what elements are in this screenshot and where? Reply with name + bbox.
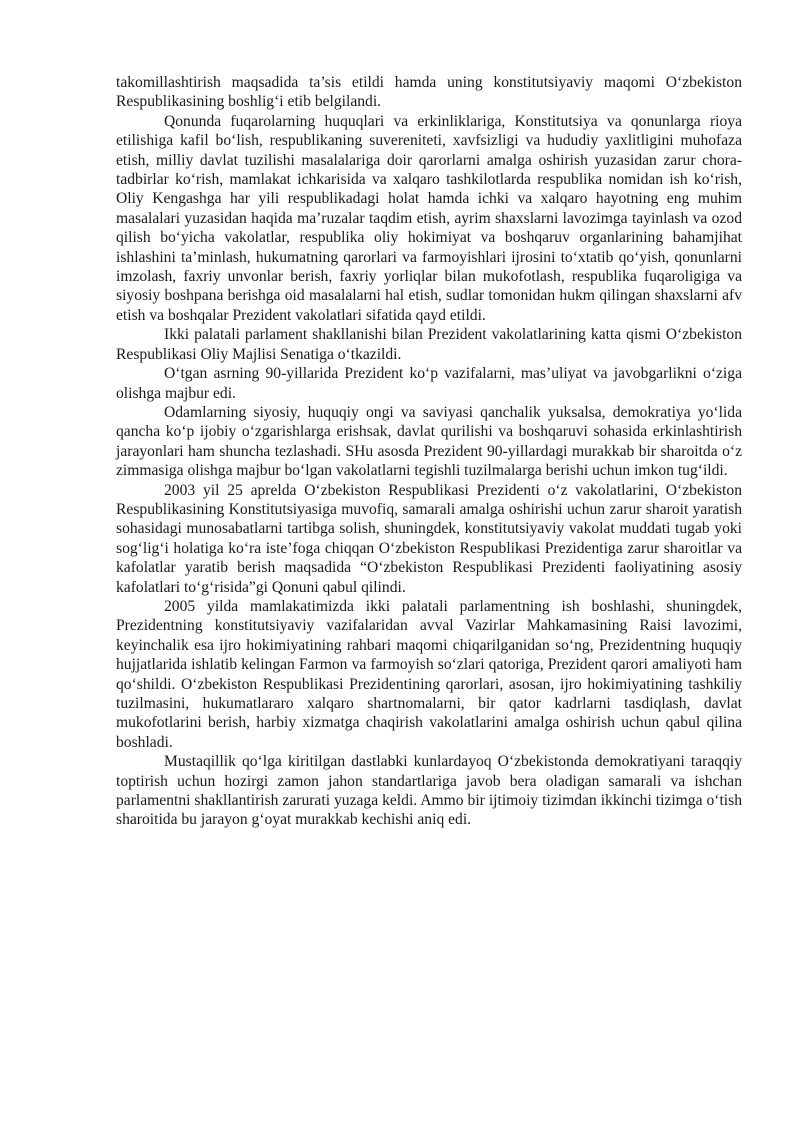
paragraph-5: Odamlarning siyosiy, huquqiy ongi va saviyasi qanchalik yuksalsa, demokratiya yo‘lida qancha ko‘p ijobiy o‘zgarishlarga erishsak, davlat qurilishi va boshqaruvi sohasida erkinlashtirish jarayonlari ham shuncha tezlashadi. SHu asosda Prezident 90-yillardagi murakkab bir sharoitda o‘z zimmasiga olishga majbur bo‘lgan vakolatlarni tegishli tuzilmalarga berishi uchun imkon tug‘ildi.	[116, 403, 742, 480]
paragraph-6: 2003 yil 25 aprelda O‘zbekiston Respublikasi Prezidenti o‘z vakolatlarini, O‘zbekiston Respublikasining Konstitutsiyasiga muvofiq, samarali amalga oshirishi uchun zarur sharoit yaratish sohasidagi munosabatlarni tartibga solish, shuningdek, konstitutsiyaviy vakolat muddati tugab yoki sog‘lig‘i holatiga ko‘ra iste’foga chiqqan O‘zbekiston Respublikasi Prezidentiga zarur sharoitlar va kafolatlar yaratib berish maqsadida “O‘zbekiston Respublikasi Prezidenti faoliyatining asosiy kafolatlari to‘g‘risida”gi Qonuni qabul qilindi.	[116, 481, 742, 596]
paragraph-2: Qonunda fuqarolarning huquqlari va erkinliklariga, Konstitutsiya va qonunlarga rioya etilishiga kafil bo‘lish, respublikaning suvereniteti, xavfsizligi va hududiy yaxlitligini muhofaza etish, milliy davlat tuzilishi masalalariga doir qarorlarni amalga oshirish yuzasidan zarur chora-tadbirlar ko‘rish, mamlakat ichkarisida va xalqaro tashkilotlarda respublika nomidan ish ko‘rish, Oliy Kengashga har yili respublikadagi holat hamda ichki va xalqaro hayotning eng muhim masalalari yuzasidan haqida ma’ruzalar taqdim etish, ayrim shaxslarni lavozimga tayinlash va ozod qilish bo‘yicha vakolatlar, respublika oliy hokimiyat va boshqaruv organlarining bahamjihat ishlashini ta’minlash, hukumatning qarorlari va farmoyishlari ijrosini to‘xtatib qo‘yish, qonunlarni imzolash, faxriy unvonlar berish, faxriy yorliqlar bilan mukofotlash, respublika fuqaroligiga va siyosiy boshpana berishga oid masalalarni hal etish, sudlar tomonidan hukm qilingan shaxslarni afv etish va boshqalar Prezident vakolatlari sifatida qayd etildi.	[116, 112, 742, 324]
paragraph-1: takomillashtirish maqsadida ta’sis etildi hamda uning konstitutsiyaviy maqomi O‘zbekiston Respublikasining boshlig‘i etib belgilandi.	[116, 74, 742, 111]
paragraph-8: Mustaqillik qo‘lga kiritilgan dastlabki kunlardayoq O‘zbekistonda demokratiyani taraqqiy toptirish uchun hozirgi zamon jahon standartlariga javob bera oladigan samarali va ishchan parlamentni shakllantirish zarurati yuzaga keldi. Ammo bir ijtimoiy tizimdan ikkinchi tizimga o‘tish sharoitida bu jarayon g‘oyat murakkab kechishi aniq edi.	[116, 753, 742, 829]
paragraph-4: O‘tgan asrning 90-yillarida Prezident ko‘p vazifalarni, mas’uliyat va javobgarlikni o‘ziga olishga majbur edi.	[116, 365, 742, 402]
paragraph-7: 2005 yilda mamlakatimizda ikki palatali parlamentning ish boshlashi, shuningdek, Prezidentning konstitutsiyaviy vazifalaridan avval Vazirlar Mahkamasining Raisi lavozimi, keyinchalik esa ijro hokimiyatining rahbari maqomi chiqarilganidan so‘ng, Prezidentning huquqiy hujjatlarida ishlatib kelingan Farmon va farmoyish so‘zlari qatoriga, Prezident qarori amaliyoti ham qo‘shildi. O‘zbekiston Respublikasi Prezidentining qarorlari, asosan, ijro hokimiyatining tashkiliy tuzilmasini, hukumatlararo xalqaro shartnomalarni, bir qator kadrlarni tasdiqlash, davlat mukofotlarini berish, harbiy xizmatga chaqirish vakolatlarini amalga oshirish uchun qabul qilina boshladi.	[116, 597, 742, 751]
paragraph-3: Ikki palatali parlament shakllanishi bilan Prezident vakolatlarining katta qismi O‘zbekiston Respublikasi Oliy Majlisi Senatiga o‘tkazildi.	[116, 326, 742, 363]
document-body	[116, 73, 742, 830]
